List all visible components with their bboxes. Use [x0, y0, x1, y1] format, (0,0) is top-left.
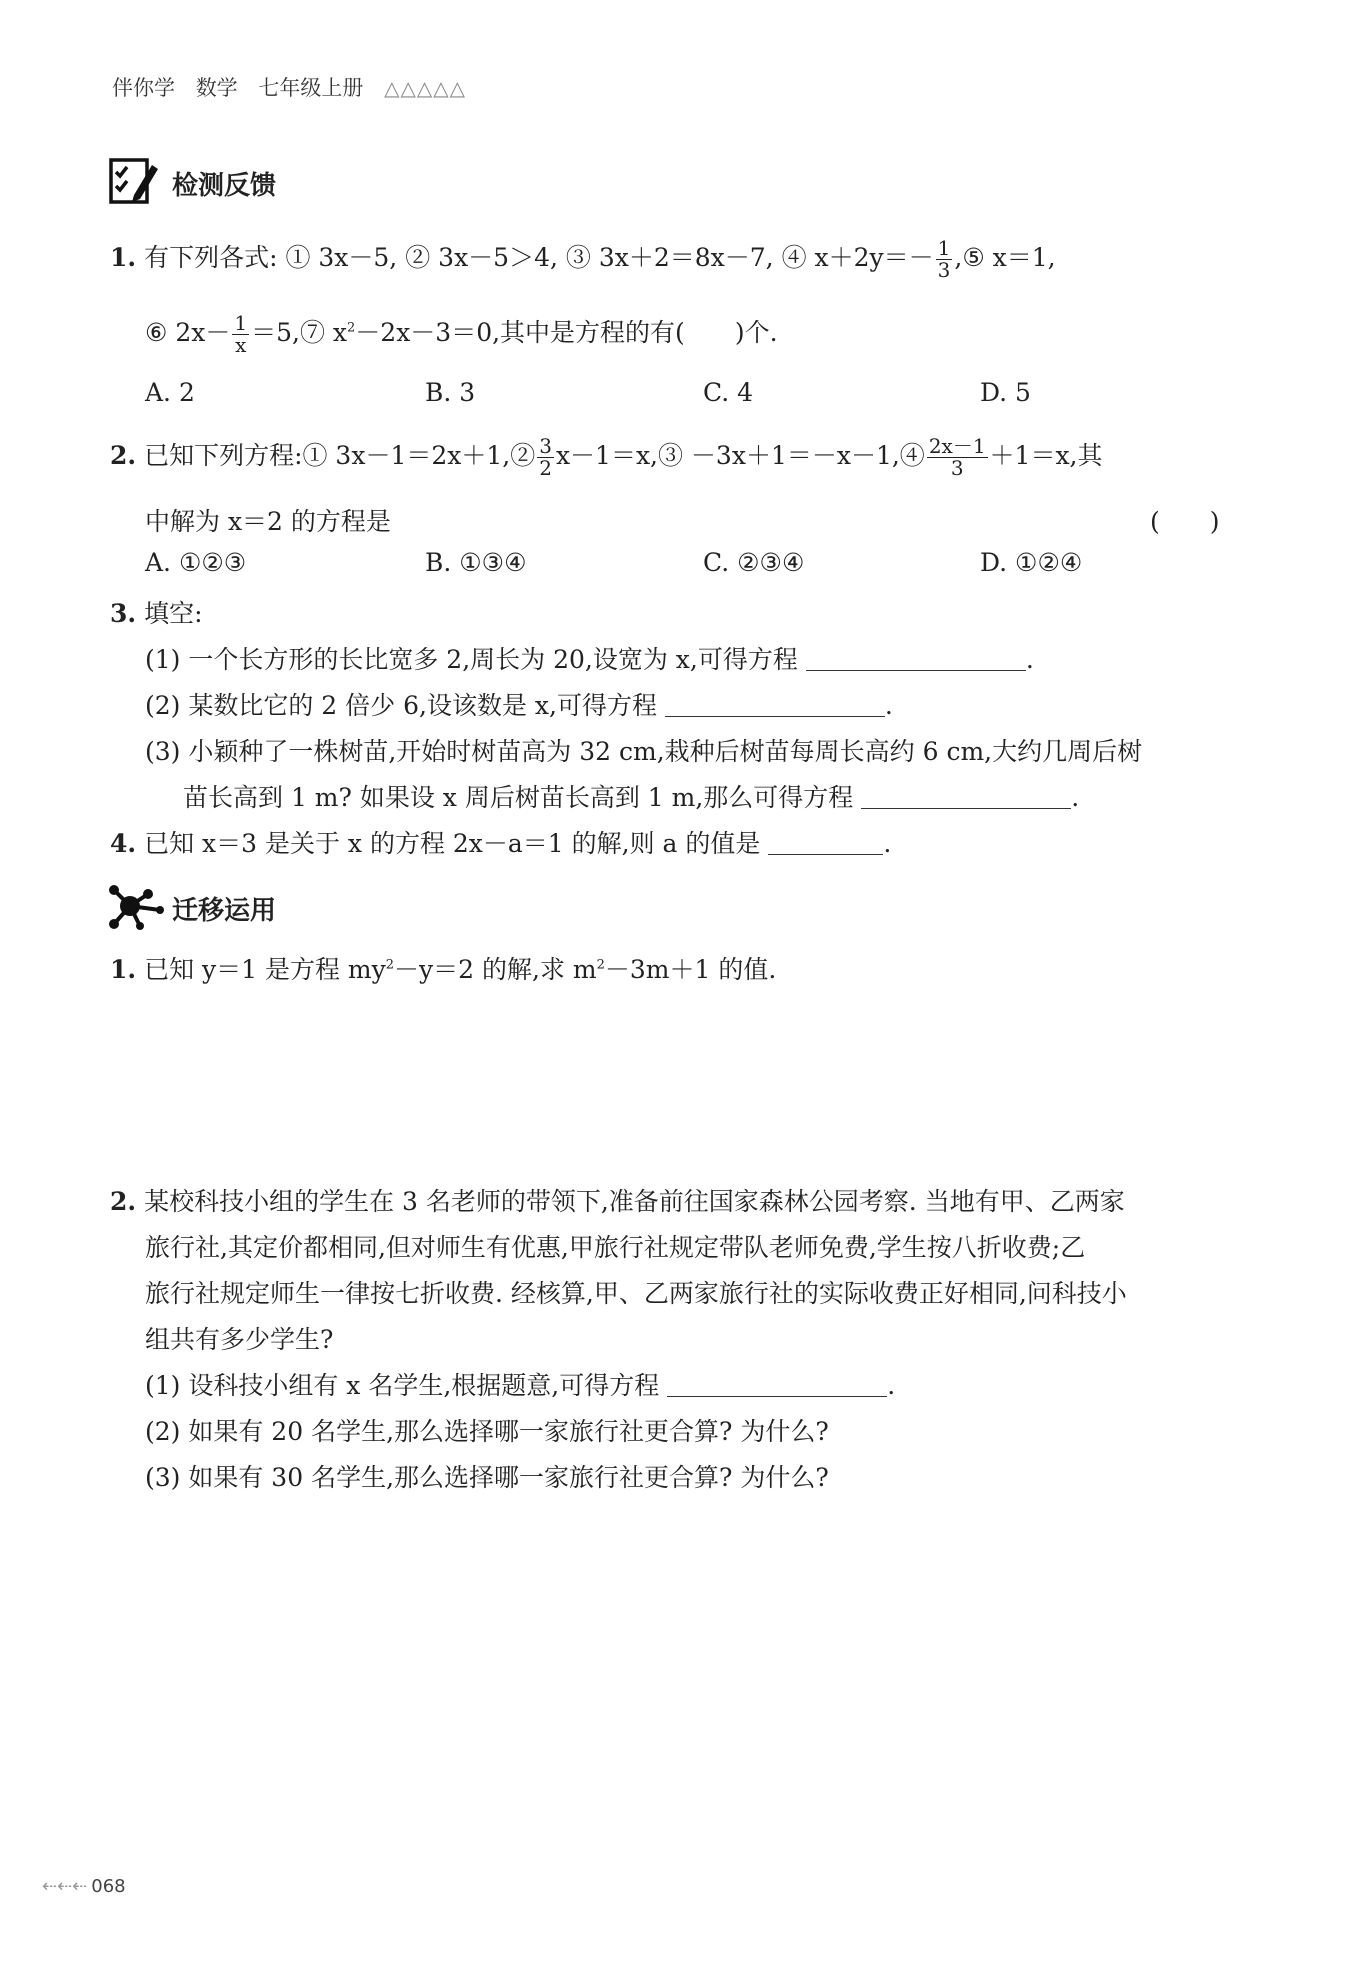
expression-item: －2x－3＝0,其中是方程的有( )个.: [355, 318, 778, 347]
q1-option-b: B. 3: [425, 378, 476, 407]
question-text: 某校科技小组的学生在 3 名老师的带领下,准备前往国家森林公园考察. 当地有甲、乙两家: [144, 1187, 1125, 1216]
q3-part-3-line1: (3) 小颖种了一株树苗,开始时树苗高为 32 cm,栽种后树苗每周长高约 6 cm,大约几周后树: [145, 737, 1143, 766]
t2-part-1: [145, 1366, 895, 1402]
answer-parentheses: ( ): [1150, 507, 1220, 536]
arrow-icons: ⇠⇠⇠: [42, 1876, 88, 1897]
expression-item: ,⑤ x＝1,: [954, 243, 1056, 272]
application-question-2-line4: 组共有多少学生?: [145, 1325, 334, 1354]
grade-label: 七年级上册: [258, 76, 364, 100]
question-2-line1: [110, 436, 1103, 479]
q1-option-a: A. 2: [145, 378, 195, 407]
fraction: [537, 436, 554, 479]
exponent: 2: [596, 957, 605, 973]
subject-label: 数学: [195, 76, 238, 100]
t2-part-3: (3) 如果有 30 名学生,那么选择哪一家旅行社更合算? 为什么?: [145, 1463, 829, 1492]
application-question-1: [110, 950, 776, 986]
fraction-numerator: 1: [234, 311, 248, 335]
question-text: 已知 y＝1 是方程 my: [144, 955, 386, 984]
question-text: 有下列各式:: [144, 243, 278, 272]
fraction: [927, 436, 988, 479]
question-3: [110, 594, 203, 630]
fraction-numerator: 2x－1: [928, 434, 986, 458]
question-text: －y＝2 的解,求 m: [394, 955, 597, 984]
fraction-numerator: 3: [539, 434, 552, 458]
expression-item: ③ 3x＋2＝8x－7,: [565, 243, 774, 272]
fraction-denominator: 3: [950, 456, 964, 480]
decorative-triangles: △△△△△: [384, 76, 466, 100]
expression-item: ① 3x－5,: [285, 243, 398, 272]
question-4: [110, 824, 891, 860]
q3-part-3-line2: [183, 778, 1079, 814]
book-title: 伴你学: [112, 76, 175, 100]
question-text: 填空:: [144, 599, 203, 628]
fraction-denominator: 2: [539, 456, 552, 480]
question-number: 1.: [110, 955, 137, 984]
q2-option-d: D. ①②④: [980, 548, 1083, 577]
q2-option-a: A. ①②③: [145, 548, 247, 577]
question-text: 已知下列方程:① 3x－1＝2x＋1,②: [144, 441, 536, 470]
expression-item: ⑥ 2x－: [145, 318, 231, 347]
q1-option-d: D. 5: [980, 378, 1031, 407]
expression-item: ④ x＋2y＝－: [781, 243, 934, 272]
exponent: 2: [347, 320, 356, 336]
part-text: (2) 某数比它的 2 倍少 6,设该数是 x,可得方程: [145, 691, 657, 720]
answer-blank[interactable]: [665, 694, 885, 717]
question-2-line2: 中解为 x＝2 的方程是: [145, 507, 391, 536]
question-number: 4.: [110, 829, 137, 858]
checklist-pencil-icon: [108, 155, 158, 213]
fraction: [936, 238, 953, 281]
question-number: 2.: [110, 1187, 137, 1216]
period: .: [887, 1371, 896, 1400]
q2-option-c: C. ②③④: [703, 548, 805, 577]
question-number: 3.: [110, 599, 137, 628]
period: .: [884, 691, 893, 720]
application-question-2-line1: [110, 1182, 1125, 1218]
question-1-line2: [145, 313, 778, 356]
question-number: 1.: [110, 243, 137, 272]
section-title-feedback: 检测反馈: [172, 171, 277, 201]
q3-part-1: [145, 640, 1034, 676]
question-text: 已知 x＝3 是关于 x 的方程 2x－a＝1 的解,则 a 的值是: [144, 829, 761, 858]
answer-blank[interactable]: [806, 648, 1026, 671]
fraction: [232, 313, 249, 356]
q1-option-c: C. 4: [703, 378, 754, 407]
molecule-icon: [106, 880, 164, 938]
question-text: ＋1＝x,其: [989, 441, 1103, 470]
part-text: 苗长高到 1 m? 如果设 x 周后树苗长高到 1 m,那么可得方程: [183, 783, 854, 812]
page-header: [112, 72, 480, 102]
part-text: (1) 一个长方形的长比宽多 2,周长为 20,设宽为 x,可得方程: [145, 645, 798, 674]
question-number: 2.: [110, 441, 137, 470]
part-text: (1) 设科技小组有 x 名学生,根据题意,可得方程: [145, 1371, 660, 1400]
page-footer: [42, 1876, 126, 1897]
question-text: x－1＝x,③ －3x＋1＝－x－1,④: [555, 441, 925, 470]
expression-item: ＝5,⑦ x: [251, 318, 348, 347]
fraction-denominator: 3: [937, 258, 951, 282]
fraction-numerator: 1: [937, 236, 951, 260]
period: .: [883, 829, 892, 858]
answer-blank[interactable]: [768, 832, 883, 855]
q2-option-b: B. ①③④: [425, 548, 527, 577]
question-1-line1: [110, 238, 1056, 281]
exponent: 2: [385, 957, 395, 973]
fraction-denominator: x: [235, 333, 247, 357]
answer-blank[interactable]: [861, 786, 1071, 809]
question-text: －3m＋1 的值.: [604, 955, 777, 984]
page-number: 068: [91, 1876, 126, 1897]
section-title-application: 迁移运用: [172, 896, 277, 926]
answer-blank[interactable]: [667, 1374, 887, 1397]
period: .: [1071, 783, 1080, 812]
q3-part-2: [145, 686, 893, 722]
application-question-2-line3: 旅行社规定师生一律按七折收费. 经核算,甲、乙两家旅行社的实际收费正好相同,问科技小: [145, 1279, 1127, 1308]
t2-part-2: (2) 如果有 20 名学生,那么选择哪一家旅行社更合算? 为什么?: [145, 1417, 829, 1446]
expression-item: ② 3x－5＞4,: [405, 243, 558, 272]
application-question-2-line2: 旅行社,其定价都相同,但对师生有优惠,甲旅行社规定带队老师免费,学生按八折收费;乙: [145, 1233, 1086, 1262]
period: .: [1025, 645, 1034, 674]
